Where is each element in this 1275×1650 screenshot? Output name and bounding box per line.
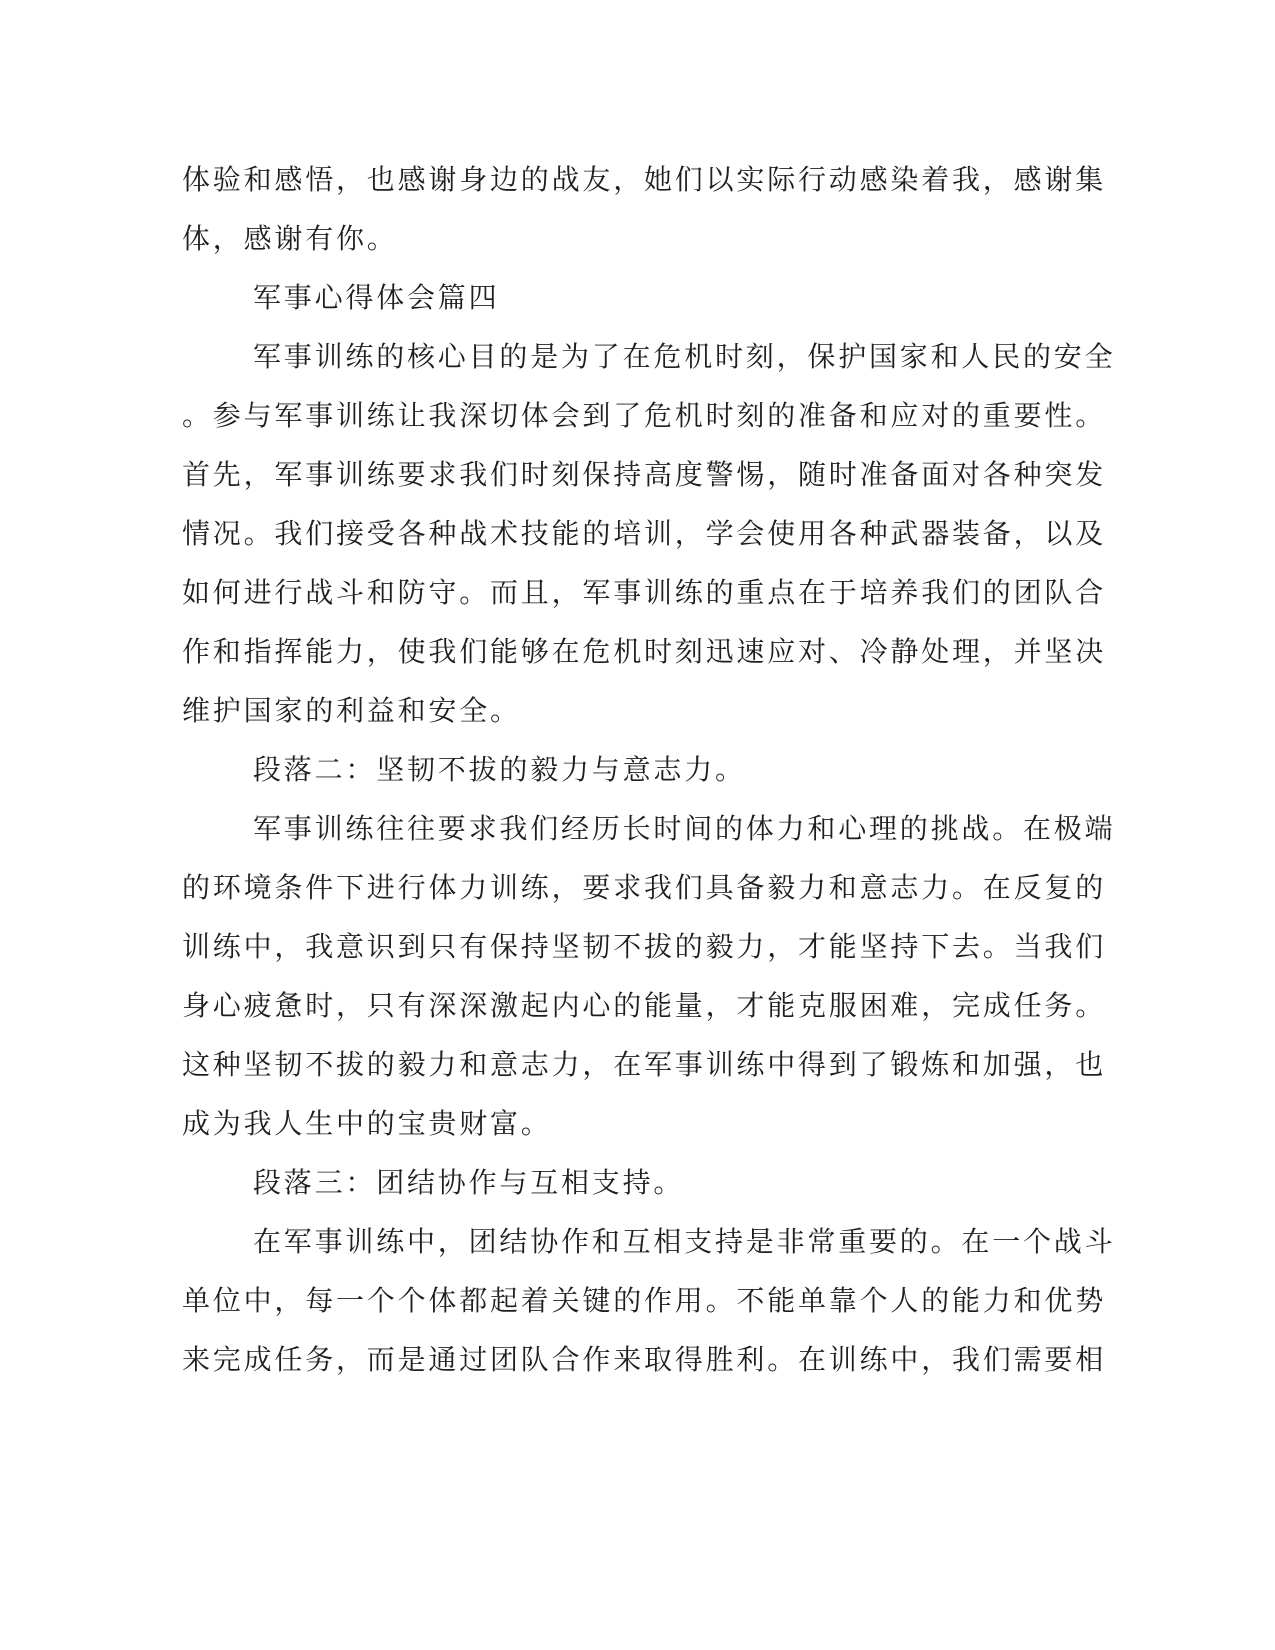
- text-line: 军事训练往往要求我们经历长时间的体力和心理的挑战。在极端: [253, 812, 1116, 845]
- text-line: 如何进行战斗和防守。而且，军事训练的重点在于培养我们的团队合: [182, 576, 1107, 609]
- document-body: [182, 158, 1116, 1397]
- paragraph-heading: 段落二：坚韧不拔的毅力与意志力。: [253, 753, 746, 786]
- text-line: 情况。我们接受各种战术技能的培训，学会使用各种武器装备，以及: [182, 517, 1107, 550]
- text-line: 作和指挥能力，使我们能够在危机时刻迅速应对、冷静处理，并坚决: [182, 635, 1107, 668]
- text-line: 单位中，每一个个体都起着关键的作用。不能单靠个人的能力和优势: [182, 1284, 1107, 1317]
- text-line: 成为我人生中的宝贵财富。: [182, 1107, 552, 1140]
- text-line: 身心疲惫时，只有深深激起内心的能量，才能克服困难，完成任务。: [182, 989, 1107, 1022]
- text-line: 军事训练的核心目的是为了在危机时刻，保护国家和人民的安全: [253, 340, 1116, 373]
- text-line: 的环境条件下进行体力训练，要求我们具备毅力和意志力。在反复的: [182, 871, 1107, 904]
- text-line: 首先，军事训练要求我们时刻保持高度警惕，随时准备面对各种突发: [182, 458, 1107, 491]
- text-line: 体，感谢有你。: [182, 222, 398, 255]
- text-line: 在军事训练中，团结协作和互相支持是非常重要的。在一个战斗: [253, 1225, 1116, 1258]
- text-line: 维护国家的利益和安全。: [182, 694, 521, 727]
- section-heading: 军事心得体会篇四: [253, 281, 500, 314]
- text-line: 。参与军事训练让我深切体会到了危机时刻的准备和应对的重要性。: [182, 399, 1107, 432]
- paragraph-heading: 段落三：团结协作与互相支持。: [253, 1166, 685, 1199]
- text-line: 训练中，我意识到只有保持坚韧不拔的毅力，才能坚持下去。当我们: [182, 930, 1107, 963]
- text-line: 来完成任务，而是通过团队合作来取得胜利。在训练中，我们需要相: [182, 1343, 1107, 1376]
- text-line: 这种坚韧不拔的毅力和意志力，在军事训练中得到了锻炼和加强，也: [182, 1048, 1107, 1081]
- text-line: 体验和感悟，也感谢身边的战友，她们以实际行动感染着我，感谢集: [182, 163, 1107, 196]
